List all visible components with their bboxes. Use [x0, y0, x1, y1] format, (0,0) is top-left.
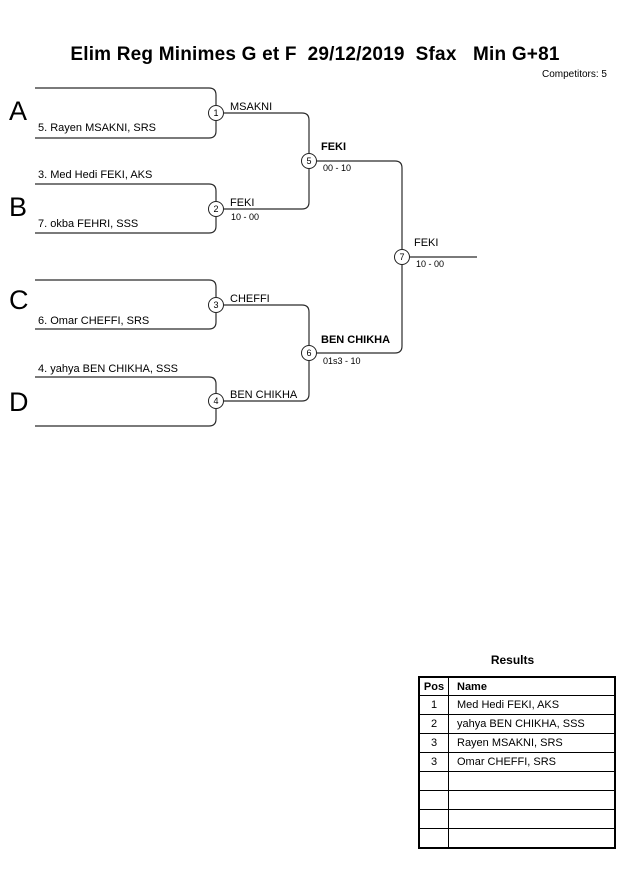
match-2-winner: FEKI: [230, 197, 255, 209]
section-letter-b: B: [9, 192, 28, 222]
result-pos: 3: [419, 734, 449, 753]
section-letter-c: C: [9, 285, 29, 315]
match-7-winner: FEKI: [414, 237, 439, 249]
result-name: Med Hedi FEKI, AKS: [449, 696, 616, 715]
match-3-winner: CHEFFI: [230, 293, 270, 305]
match-5-score: 00 - 10: [323, 163, 352, 173]
section-letter-d: D: [9, 387, 29, 417]
match-node-2: 2: [208, 201, 224, 217]
match-1-winner: MSAKNI: [230, 101, 273, 113]
player-name: 4. yahya BEN CHIKHA, SSS: [38, 363, 178, 375]
competitors-count: Competitors: 5: [541, 69, 607, 80]
section-letter-a: A: [9, 96, 28, 126]
match-5-winner: FEKI: [321, 141, 347, 153]
player-name: 6. Omar CHEFFI, SRS: [38, 315, 150, 327]
result-name: yahya BEN CHIKHA, SSS: [449, 715, 616, 734]
player-name: 7. okba FEHRI, SSS: [38, 218, 139, 230]
match-node-6: 6: [301, 345, 317, 361]
match-node-5: 5: [301, 153, 317, 169]
results-title: Results: [490, 653, 535, 667]
match-node-3: 3: [208, 297, 224, 313]
match-6-winner: BEN CHIKHA: [321, 334, 391, 346]
match-7-score: 10 - 00: [416, 259, 445, 269]
match-2-score: 10 - 00: [231, 212, 260, 222]
match-4-winner: BEN CHIKHA: [230, 389, 298, 401]
player-name: 5. Rayen MSAKNI, SRS: [38, 122, 156, 134]
results-header-pos: Pos: [419, 677, 449, 696]
match-node-4: 4: [208, 393, 224, 409]
match-6-score: 01s3 - 10: [323, 356, 361, 366]
result-name: Rayen MSAKNI, SRS: [449, 734, 616, 753]
result-pos: 2: [419, 715, 449, 734]
result-pos: 3: [419, 753, 449, 772]
result-pos: 1: [419, 696, 449, 715]
results-header-name: Name: [449, 677, 616, 696]
result-name: Omar CHEFFI, SRS: [449, 753, 616, 772]
match-node-7: 7: [394, 249, 410, 265]
match-node-1: 1: [208, 105, 224, 121]
page-title: Elim Reg Minimes G et F 29/12/2019 Sfax Min G+81: [70, 44, 560, 65]
player-name: 3. Med Hedi FEKI, AKS: [38, 169, 153, 181]
